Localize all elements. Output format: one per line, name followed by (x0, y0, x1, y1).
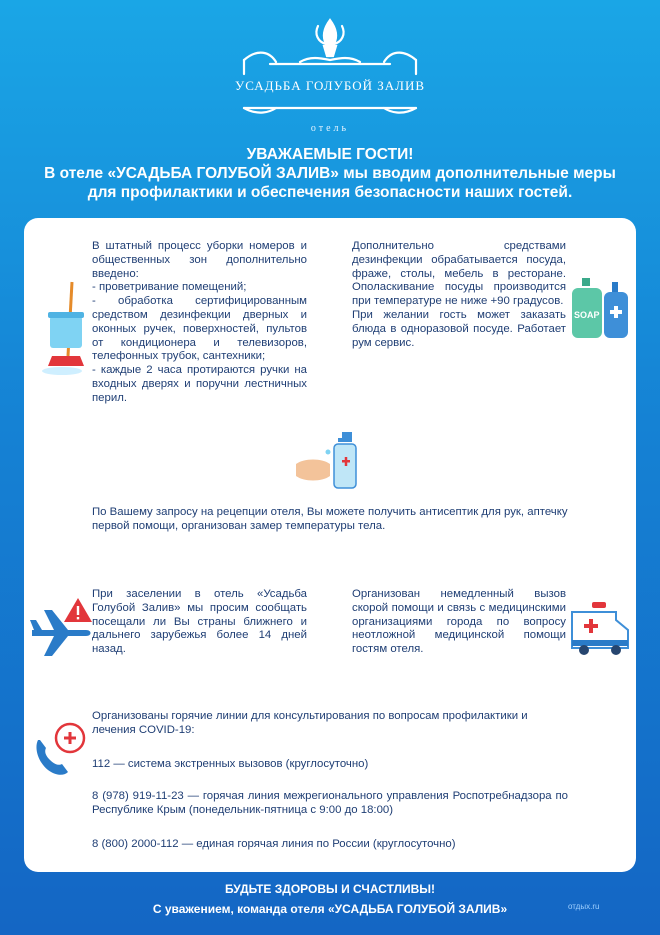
phone-medical-icon (32, 718, 88, 783)
info-card (24, 218, 636, 872)
hotline-rospotrebnadzor: 8 (978) 919-11-23 — горячая линия межрегионального управления Роспотребнадзора по Республике Крым (понедельник-пятница с 9:00 до 18:00) (92, 790, 568, 816)
hotlines-intro: Организованы горячие линии для консультирования по вопросам профилактики и лечения COVID-19: (92, 710, 528, 736)
hotel-logo (0, 12, 660, 137)
ambulance-text: Организован немедленный вызов скорой помощи и связь с медицинскими организациями города по вопросу неотложной медицинской помощи гостям отеля. (352, 588, 566, 656)
watermark: отдых.ru (568, 902, 600, 911)
cleaning-text: В штатный процесс уборки номеров и общественных зон дополнительно введено: - проветривание помещений; - обработка сертифицированным средством дезинфекции дверных и оконных ручек, поверхностей, пультов от кондиционера и телевизоров, телефонных трубок, сантехники; - каждые 2 часа протираются ручки на входных дверях и поручни лестничных перил. (92, 240, 307, 404)
hotline-russia: 8 (800) 2000-112 — единая горячая линия по России (круглосуточно) (92, 838, 456, 850)
hotline-112: 112 — система экстренных вызовов (круглосуточно) (92, 758, 369, 770)
footer-signature: С уважением, команда отеля «УСАДЬБА ГОЛУБОЙ ЗАЛИВ» (152, 902, 508, 916)
hotel-name: УСАДЬБА ГОЛУБОЙ ЗАЛИВ (234, 78, 425, 93)
hotel-subtitle: отель (310, 123, 350, 134)
travel-text: При заселении в отель «Усадьба Голубой Залив» мы просим сообщать посещали ли Вы страны ближнего и дальнего зарубежья более 14 дней назад. (92, 588, 307, 656)
headline-message: В отеле «УСАДЬБА ГОЛУБОЙ ЗАЛИВ» мы вводим дополнительные меры для профилактики и обеспечения безопасности наших гостей. (44, 165, 616, 201)
airplane-warning-icon (30, 596, 94, 665)
bucket-mop-icon (42, 276, 94, 381)
tulip-crown-icon (240, 12, 420, 122)
dishes-text: Дополнительно средствами дезинфекции обрабатывается посуда, фраже, столы, мебель в ресторане. Ополаскивание посуды производится при температуре не ниже +90 градусов. При желании гость может заказать блюда в одноразовой посуде. Работает рум сервис. (352, 240, 566, 349)
headline-greeting: УВАЖАЕМЫЕ ГОСТИ! (246, 146, 414, 163)
ambulance-icon (570, 600, 632, 661)
soap-label: SOAP (574, 310, 600, 320)
headline (40, 145, 620, 202)
footer-wish: БУДЬТЕ ЗДОРОВЫ И СЧАСТЛИВЫ! (224, 882, 436, 896)
antiseptic-text: По Вашему запросу на рецепции отеля, Вы можете получить антисептик для рук, аптечку первой помощи, организован замер температуры тела. (92, 506, 568, 532)
hand-sanitizer-icon (294, 430, 364, 497)
soap-bottles-icon (570, 276, 632, 345)
